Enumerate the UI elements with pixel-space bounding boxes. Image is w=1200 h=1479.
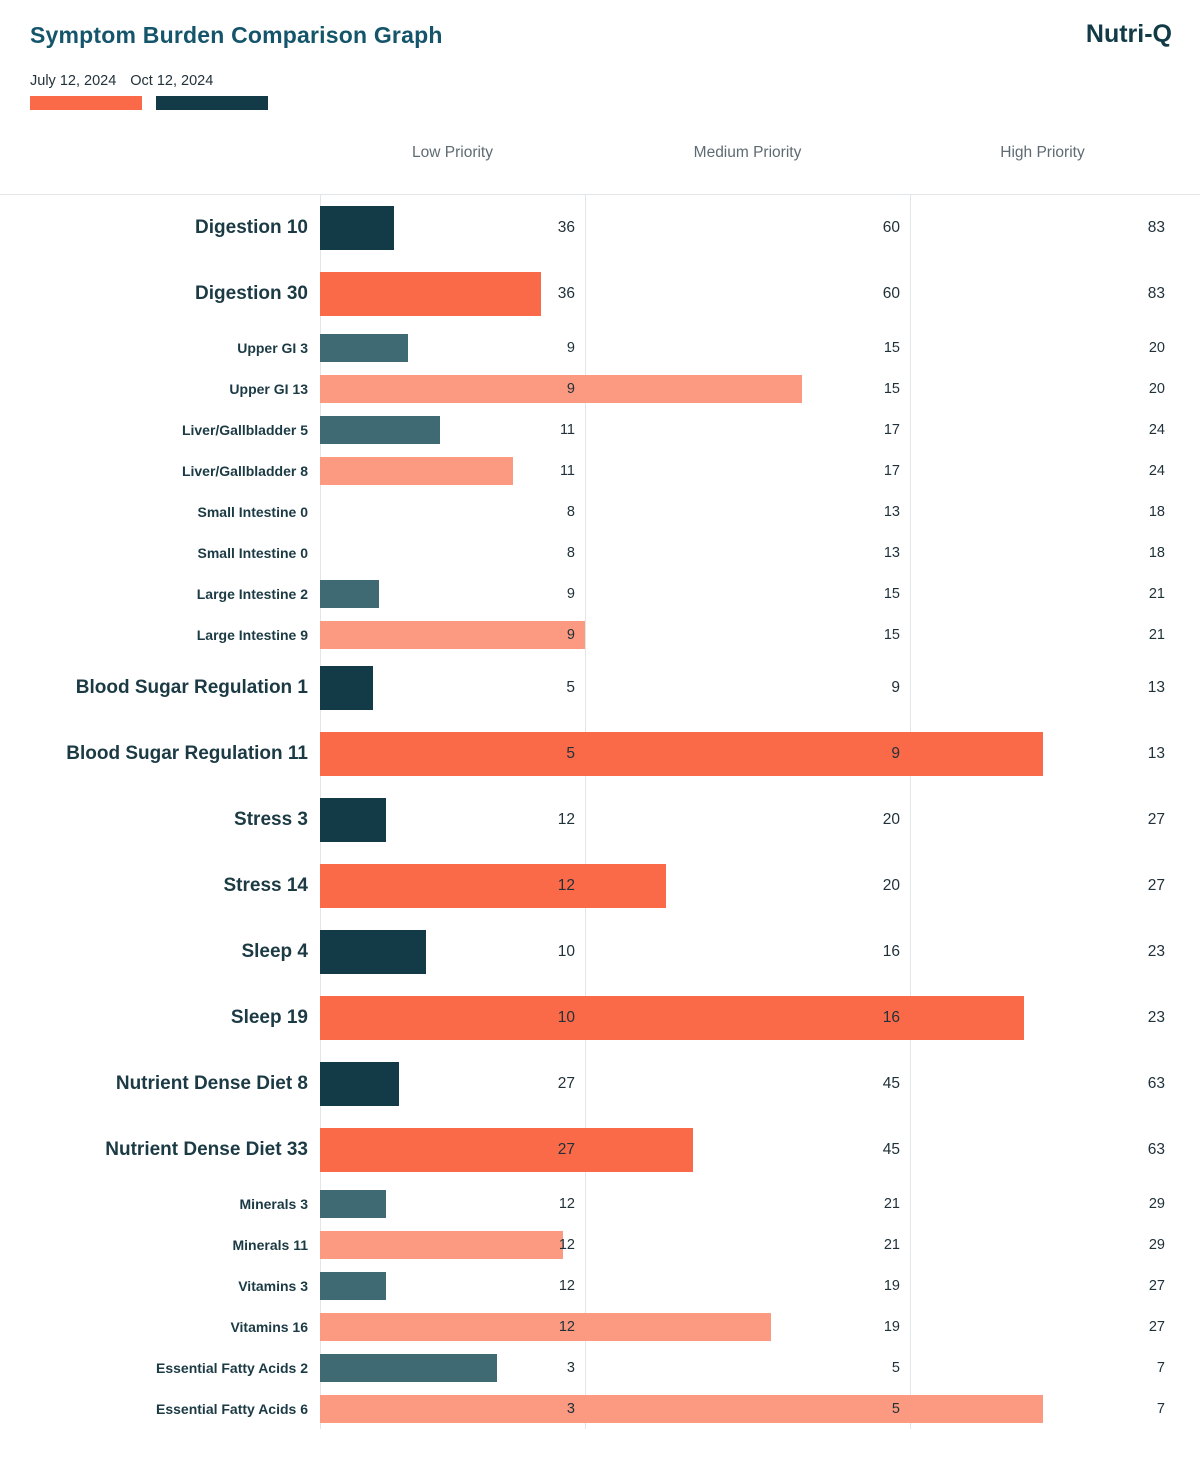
threshold-value-high: 63 [1147, 1141, 1165, 1158]
threshold-value-high: 83 [1147, 285, 1165, 302]
chart-row [0, 1051, 1200, 1117]
row-label: Digestion 30 [195, 283, 308, 304]
row-label: Stress 3 [234, 809, 308, 830]
row-label: Blood Sugar Regulation 11 [66, 743, 308, 764]
row-label: Vitamins 16 [230, 1318, 308, 1335]
threshold-value-high: 83 [1147, 219, 1165, 236]
row-label: Small Intestine 0 [197, 503, 308, 520]
legend-swatch-oct [156, 96, 268, 110]
chart-row [0, 261, 1200, 327]
threshold-value-low: 12 [558, 1236, 575, 1253]
threshold-value-low: 12 [558, 1277, 575, 1294]
value-bar [320, 457, 513, 485]
row-label: Essential Fatty Acids 2 [156, 1359, 308, 1376]
chart-row [0, 919, 1200, 985]
value-bar [320, 1190, 386, 1218]
value-bar [320, 416, 440, 444]
threshold-value-low: 9 [566, 380, 575, 397]
threshold-value-high: 18 [1148, 503, 1165, 520]
value-bar [320, 206, 394, 250]
threshold-value-high: 27 [1147, 811, 1165, 828]
threshold-value-high: 21 [1148, 626, 1165, 643]
row-label: Upper GI 13 [229, 380, 308, 397]
threshold-value-high: 7 [1156, 1359, 1165, 1376]
threshold-value-high: 20 [1148, 380, 1165, 397]
row-label: Minerals 11 [232, 1236, 308, 1253]
chart-row [0, 327, 1200, 368]
page-title: Symptom Burden Comparison Graph [30, 22, 443, 48]
row-label: Digestion 10 [195, 217, 308, 238]
threshold-value-medium: 13 [883, 544, 900, 561]
threshold-value-high: 21 [1148, 585, 1165, 602]
value-bar [320, 930, 426, 974]
legend-swatches [30, 96, 268, 110]
value-bar [320, 666, 373, 710]
threshold-value-high: 7 [1156, 1400, 1165, 1417]
legend-labels [30, 73, 268, 89]
column-header-low: Low Priority [412, 144, 493, 161]
value-bar [320, 732, 1043, 776]
row-label: Liver/Gallbladder 5 [181, 421, 308, 438]
threshold-value-medium: 16 [882, 943, 900, 960]
threshold-value-low: 3 [566, 1400, 575, 1417]
chart-row [0, 532, 1200, 573]
row-label: Large Intestine 9 [196, 626, 308, 643]
threshold-value-medium: 19 [883, 1277, 900, 1294]
row-label: Nutrient Dense Diet 8 [115, 1073, 308, 1094]
row-label: Essential Fatty Acids 6 [156, 1400, 308, 1417]
threshold-value-low: 36 [557, 285, 575, 302]
threshold-value-high: 24 [1148, 421, 1165, 438]
threshold-value-high: 63 [1147, 1075, 1165, 1092]
threshold-value-low: 10 [557, 943, 575, 960]
chart-row [0, 1224, 1200, 1265]
value-bar [320, 864, 666, 908]
threshold-value-medium: 5 [891, 1359, 900, 1376]
threshold-value-high: 29 [1148, 1236, 1165, 1253]
threshold-value-medium: 45 [882, 1141, 900, 1158]
chart-row [0, 721, 1200, 787]
column-header-medium: Medium Priority [693, 144, 802, 161]
chart-row [0, 655, 1200, 721]
threshold-value-medium: 15 [883, 380, 900, 397]
value-bar [320, 1272, 386, 1300]
value-bar [320, 996, 1024, 1040]
threshold-value-medium: 15 [883, 585, 900, 602]
threshold-value-high: 27 [1148, 1277, 1165, 1294]
chart-row [0, 1347, 1200, 1388]
threshold-value-medium: 60 [882, 219, 900, 236]
threshold-value-low: 9 [566, 339, 575, 356]
legend-label-july: July 12, 2024 [30, 73, 117, 89]
chart-row [0, 1265, 1200, 1306]
chart-row [0, 614, 1200, 655]
legend-swatch-july [30, 96, 142, 110]
chart-row [0, 1388, 1200, 1429]
threshold-value-medium: 9 [891, 745, 900, 762]
threshold-value-medium: 20 [882, 811, 900, 828]
threshold-value-low: 27 [557, 1075, 575, 1092]
chart-row [0, 1183, 1200, 1224]
row-label: Upper GI 3 [237, 339, 308, 356]
threshold-value-medium: 60 [882, 285, 900, 302]
chart-row [0, 195, 1200, 261]
threshold-value-high: 23 [1147, 1009, 1165, 1026]
row-label: Sleep 19 [230, 1007, 308, 1028]
threshold-value-medium: 17 [883, 421, 900, 438]
chart-row [0, 491, 1200, 532]
chart-row [0, 409, 1200, 450]
threshold-value-medium: 45 [882, 1075, 900, 1092]
row-label: Sleep 4 [241, 941, 308, 962]
threshold-value-low: 5 [566, 679, 575, 696]
chart-plot-area [0, 120, 1200, 1429]
row-label: Small Intestine 0 [197, 544, 308, 561]
value-bar [320, 334, 408, 362]
threshold-value-low: 12 [558, 1318, 575, 1335]
value-bar [320, 1354, 497, 1382]
value-bar [320, 798, 386, 842]
threshold-value-high: 13 [1147, 679, 1165, 696]
priority-column-headers [0, 120, 1200, 195]
threshold-value-medium: 13 [883, 503, 900, 520]
threshold-value-low: 3 [566, 1359, 575, 1376]
chart-row [0, 853, 1200, 919]
row-label: Large Intestine 2 [196, 585, 308, 602]
chart-row [0, 1117, 1200, 1183]
threshold-value-medium: 16 [882, 1009, 900, 1026]
threshold-value-high: 24 [1148, 462, 1165, 479]
threshold-value-medium: 19 [883, 1318, 900, 1335]
threshold-value-medium: 9 [891, 679, 900, 696]
column-header-high: High Priority [1000, 144, 1085, 161]
threshold-value-medium: 17 [883, 462, 900, 479]
threshold-value-medium: 20 [882, 877, 900, 894]
row-label: Vitamins 3 [238, 1277, 308, 1294]
threshold-value-low: 8 [566, 544, 575, 561]
threshold-value-medium: 5 [891, 1400, 900, 1417]
row-label: Minerals 3 [239, 1195, 308, 1212]
chart-row [0, 787, 1200, 853]
threshold-value-low: 5 [566, 745, 575, 762]
threshold-value-low: 11 [559, 462, 575, 479]
legend-label-oct: Oct 12, 2024 [130, 73, 214, 89]
threshold-value-low: 12 [557, 877, 575, 894]
threshold-value-low: 8 [566, 503, 575, 520]
threshold-value-low: 12 [557, 811, 575, 828]
chart-rows [0, 195, 1200, 1429]
threshold-value-low: 9 [566, 626, 575, 643]
threshold-value-high: 20 [1148, 339, 1165, 356]
value-bar [320, 1062, 399, 1106]
threshold-value-medium: 21 [883, 1195, 900, 1212]
threshold-value-high: 27 [1147, 877, 1165, 894]
threshold-value-low: 10 [557, 1009, 575, 1026]
threshold-value-high: 23 [1147, 943, 1165, 960]
row-label: Stress 14 [223, 875, 308, 896]
threshold-value-medium: 21 [883, 1236, 900, 1253]
threshold-value-low: 27 [557, 1141, 575, 1158]
threshold-value-high: 29 [1148, 1195, 1165, 1212]
threshold-value-high: 27 [1148, 1318, 1165, 1335]
row-label: Liver/Gallbladder 8 [181, 462, 308, 479]
value-bar [320, 1395, 1043, 1423]
row-label: Blood Sugar Regulation 1 [75, 677, 308, 698]
chart-row [0, 985, 1200, 1051]
row-label: Nutrient Dense Diet 33 [105, 1139, 308, 1160]
threshold-value-low: 11 [559, 421, 575, 438]
threshold-value-low: 12 [558, 1195, 575, 1212]
chart-row [0, 450, 1200, 491]
threshold-value-high: 13 [1147, 745, 1165, 762]
value-bar [320, 580, 379, 608]
threshold-value-low: 36 [557, 219, 575, 236]
threshold-value-medium: 15 [883, 339, 900, 356]
chart-row [0, 573, 1200, 614]
chart-row [0, 368, 1200, 409]
threshold-value-medium: 15 [883, 626, 900, 643]
brand-logo: Nutri-Q [1085, 20, 1172, 48]
threshold-value-high: 18 [1148, 544, 1165, 561]
threshold-value-low: 9 [566, 585, 575, 602]
chart-row [0, 1306, 1200, 1347]
chart-legend [30, 73, 268, 110]
